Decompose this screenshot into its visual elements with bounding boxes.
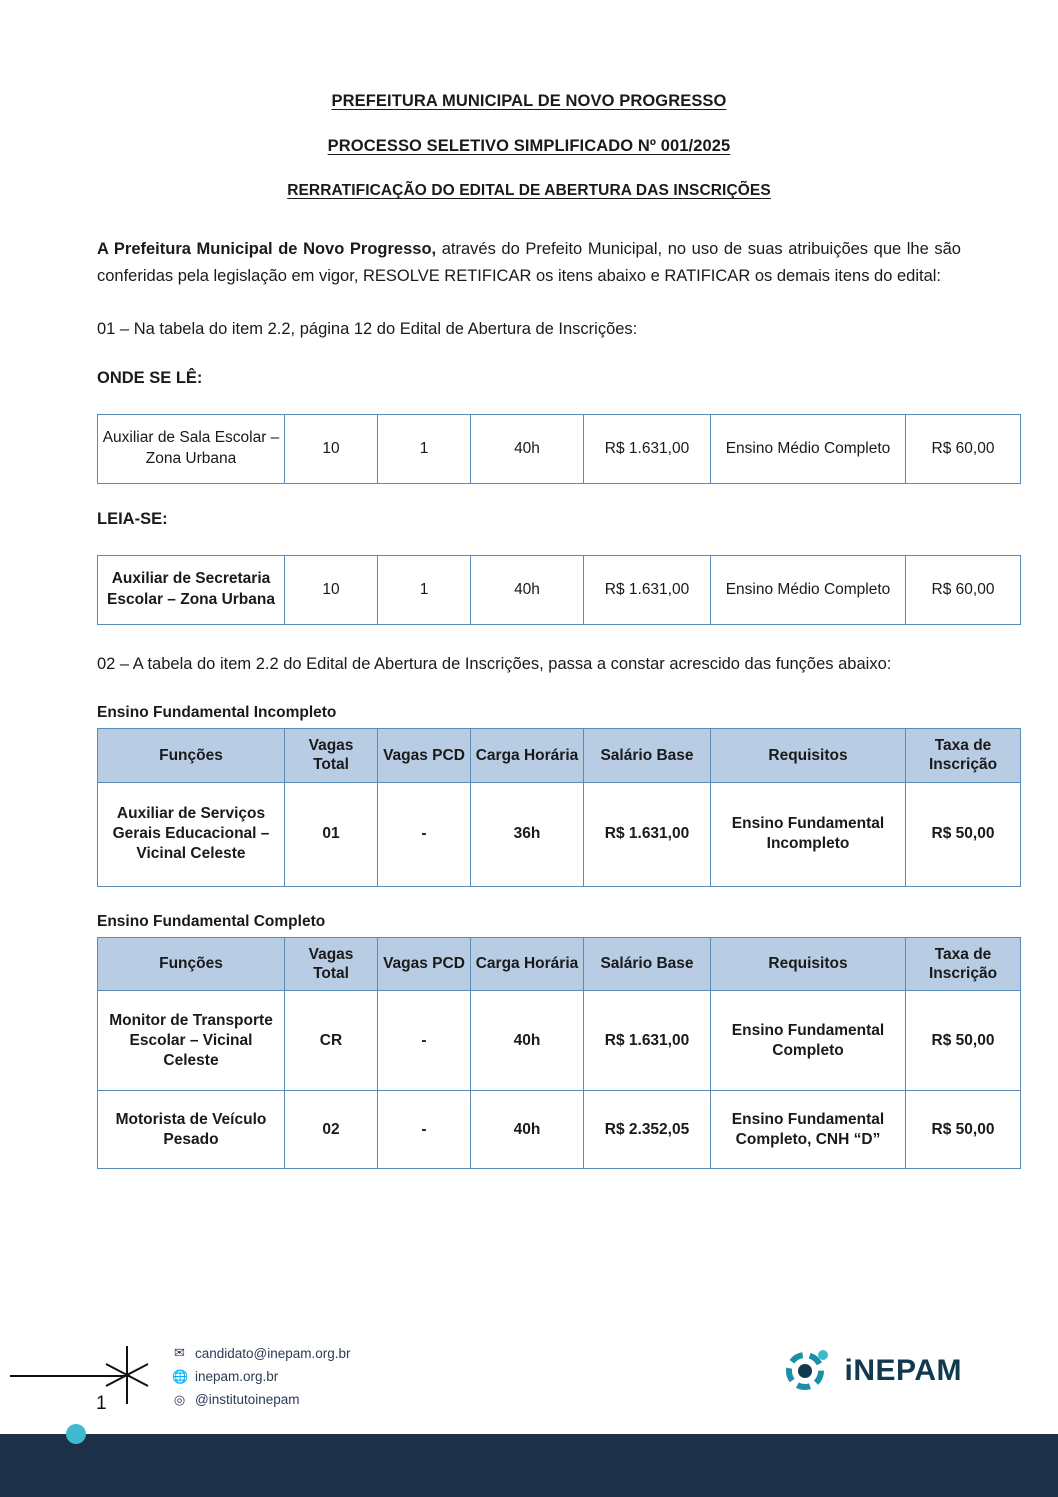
- header-vagas-total: Vagas Total: [285, 937, 378, 991]
- footer-website-row: [172, 1365, 351, 1388]
- cell-salario-base: R$ 2.352,05: [584, 1091, 711, 1169]
- table-header-row: [98, 937, 1021, 991]
- cell-taxa: R$ 60,00: [906, 556, 1021, 625]
- footer-instagram-text: @institutoinepam: [195, 1392, 300, 1408]
- table-onde-se-le: [97, 414, 1021, 484]
- header-salario-base: Salário Base: [584, 937, 711, 991]
- cell-requisitos: Ensino Médio Completo: [711, 556, 906, 625]
- document-content: [97, 92, 998, 1195]
- item-01-text: 01 – Na tabela do item 2.2, página 12 do Edital de Abertura de Inscrições:: [97, 320, 638, 339]
- instagram-icon: ◎: [173, 1391, 186, 1407]
- footer-website-text: inepam.org.br: [195, 1369, 279, 1385]
- header-carga-horaria: Carga Horária: [471, 937, 584, 991]
- cell-funcao: Motorista de Veículo Pesado: [98, 1091, 285, 1169]
- header-requisitos: Requisitos: [711, 937, 906, 991]
- document-title-line3: RERRATIFICAÇÃO DO EDITAL DE ABERTURA DAS INSCRIÇÕES: [287, 182, 771, 199]
- cell-vagas-total: 02: [285, 1091, 378, 1169]
- cell-carga-horaria: 40h: [471, 415, 584, 484]
- document-title-line2: PROCESSO SELETIVO SIMPLIFICADO Nº 001/2025: [327, 137, 731, 155]
- footer-email-row: [172, 1342, 351, 1365]
- header-vagas-pcd: Vagas PCD: [378, 937, 471, 991]
- gear-logo-icon: [777, 1343, 833, 1399]
- cell-taxa: R$ 50,00: [906, 1091, 1021, 1169]
- cell-carga-horaria: 40h: [471, 991, 584, 1091]
- cell-funcao: Auxiliar de Sala Escolar – Zona Urbana: [98, 415, 285, 484]
- intro-rest: através do Prefeito Municipal, no uso de suas atribuições que lhe são conferidas pela legislação em vigor, RESOLVE RETIFICAR os itens abaixo e RATIFICAR os demais itens do edital:: [97, 240, 961, 285]
- intro-paragraph: [97, 236, 961, 289]
- page-number: 1: [96, 1393, 107, 1414]
- cell-salario-base: R$ 1.631,00: [584, 556, 711, 625]
- table-leia-se: [97, 555, 1021, 625]
- header-carga-horaria: Carga Horária: [471, 728, 584, 782]
- footer-email-text: candidato@inepam.org.br: [195, 1346, 351, 1361]
- header-funcoes: Funções: [98, 937, 285, 991]
- footer-instagram-row: [172, 1388, 351, 1411]
- cell-requisitos: Ensino Fundamental Incompleto: [711, 782, 906, 886]
- envelope-icon: ✉: [174, 1345, 185, 1361]
- globe-icon: 🌐: [172, 1368, 189, 1384]
- table-row: [98, 1091, 1021, 1169]
- leia-se-label: LEIA-SE:: [97, 510, 168, 529]
- cell-funcao: Auxiliar de Serviços Gerais Educacional – Vicinal Celeste: [98, 782, 285, 886]
- cell-vagas-pcd: -: [378, 782, 471, 886]
- cell-funcao: Monitor de Transporte Escolar – Vicinal Celeste: [98, 991, 285, 1091]
- table-row: [98, 782, 1021, 886]
- cell-salario-base: R$ 1.631,00: [584, 415, 711, 484]
- cell-vagas-pcd: 1: [378, 556, 471, 625]
- document-title-line1: PREFEITURA MUNICIPAL DE NOVO PROGRESSO: [331, 92, 727, 110]
- header-taxa: Taxa de Inscrição: [906, 937, 1021, 991]
- brand-name-text: iNEPAM: [844, 1354, 962, 1387]
- cell-taxa: R$ 50,00: [906, 782, 1021, 886]
- table-fundamental-completo: [97, 937, 1021, 1170]
- header-salario-base: Salário Base: [584, 728, 711, 782]
- onde-se-le-label: ONDE SE LÊ:: [97, 369, 203, 388]
- table-row: [98, 991, 1021, 1091]
- footer-contact-block: [172, 1342, 351, 1412]
- cell-vagas-pcd: -: [378, 991, 471, 1091]
- cell-requisitos: Ensino Fundamental Completo: [711, 991, 906, 1091]
- header-requisitos: Requisitos: [711, 728, 906, 782]
- intro-bold-lead: A Prefeitura Municipal de Novo Progresso,: [97, 240, 437, 258]
- header-funcoes: Funções: [98, 728, 285, 782]
- table-row: [98, 415, 1021, 484]
- table-header-row: [98, 728, 1021, 782]
- star-decoration-icon: [104, 1344, 150, 1406]
- header-vagas-total: Vagas Total: [285, 728, 378, 782]
- section-label-fundamental-completo: Ensino Fundamental Completo: [97, 912, 326, 930]
- cell-vagas-pcd: -: [378, 1091, 471, 1169]
- cell-vagas-total: CR: [285, 991, 378, 1091]
- cell-vagas-pcd: 1: [378, 415, 471, 484]
- cell-requisitos: Ensino Fundamental Completo, CNH “D”: [711, 1091, 906, 1169]
- cell-vagas-total: 01: [285, 782, 378, 886]
- item-02-text: 02 – A tabela do item 2.2 do Edital de Abertura de Inscrições, passa a constar acrescido das funções abaixo:: [97, 655, 892, 674]
- table-fundamental-incompleto: [97, 728, 1021, 887]
- cell-salario-base: R$ 1.631,00: [584, 782, 711, 886]
- cell-taxa: R$ 50,00: [906, 991, 1021, 1091]
- cell-carga-horaria: 40h: [471, 556, 584, 625]
- cell-vagas-total: 10: [285, 415, 378, 484]
- cell-carga-horaria: 40h: [471, 1091, 584, 1169]
- cell-carga-horaria: 36h: [471, 782, 584, 886]
- section-label-fundamental-incompleto: Ensino Fundamental Incompleto: [97, 703, 337, 721]
- cell-vagas-total: 10: [285, 556, 378, 625]
- brand-logo: [777, 1343, 962, 1399]
- cell-salario-base: R$ 1.631,00: [584, 991, 711, 1091]
- cell-requisitos: Ensino Médio Completo: [711, 415, 906, 484]
- header-vagas-pcd: Vagas PCD: [378, 728, 471, 782]
- cell-funcao: Auxiliar de Secretaria Escolar – Zona Urbana: [98, 556, 285, 625]
- header-taxa: Taxa de Inscrição: [906, 728, 1021, 782]
- footer-bottom-bar: [0, 1434, 1058, 1497]
- table-row: [98, 556, 1021, 625]
- cell-taxa: R$ 60,00: [906, 415, 1021, 484]
- footer-accent-dot: [66, 1424, 86, 1444]
